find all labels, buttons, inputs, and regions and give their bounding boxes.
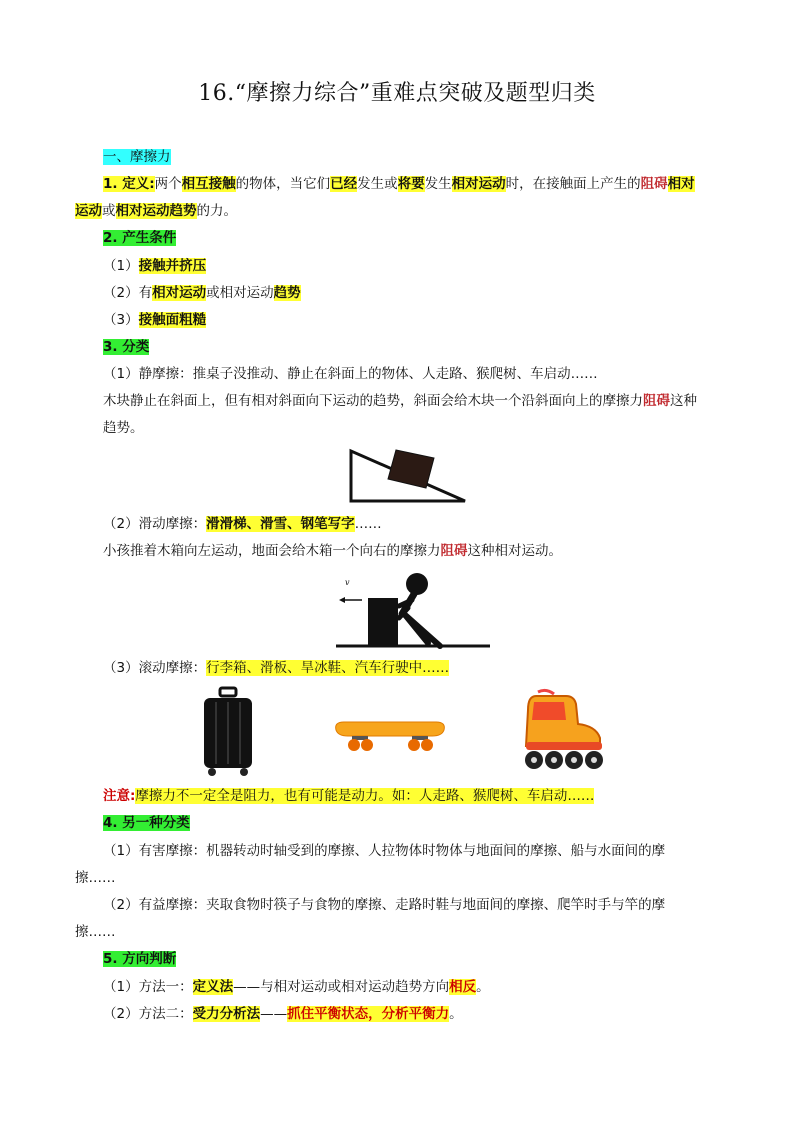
harmful-friction-line-1: （1）有害摩擦：机器转动时轴受到的摩擦、人拉物体时物体与地面间的摩擦、船与水面间的摩 — [103, 843, 666, 859]
roller-skate-icon — [516, 690, 608, 774]
skateboard-icon — [332, 718, 448, 754]
static-friction-line: （1）静摩擦：推桌子没推动、静止在斜面上的物体、人走路、猴爬树、车启动…… — [103, 366, 598, 382]
suitcase-icon — [200, 686, 256, 778]
velocity-label: v — [345, 578, 350, 587]
page-title: 16.“摩擦力综合”重难点突破及题型归类 — [198, 81, 596, 106]
static-friction-desc-2: 趋势。 — [103, 420, 144, 436]
note-line: 注意:摩擦力不一定全是阻力，也有可能是动力。如：人走路、猴爬树、车启动…… — [103, 788, 595, 804]
condition-item-2: （2）有相对运动或相对运动趋势 — [103, 285, 301, 301]
conditions-heading: 2. 产生条件 — [103, 230, 177, 246]
direction-method-2: （2）方法二：受力分析法——抓住平衡状态，分析平衡力。 — [103, 1006, 463, 1022]
definition-line-1: 1. 定义:两个相互接触的物体，当它们已经发生或将要发生相对运动时，在接触面上产生的阻碍相对 — [103, 176, 695, 192]
classification-heading: 3. 分类 — [103, 339, 150, 355]
wooden-box — [368, 598, 398, 646]
static-friction-desc-1: 木块静止在斜面上，但有相对斜面向下运动的趋势，斜面会给木块一个沿斜面向上的摩擦力阻碍这种 — [103, 393, 697, 409]
harmful-friction-line-2: 擦…… — [75, 870, 116, 886]
definition-line-2: 运动或相对运动趋势的力。 — [75, 203, 237, 219]
direction-method-1: （1）方法一：定义法——与相对运动或相对运动趋势方向相反。 — [103, 979, 490, 995]
sliding-friction-line: （2）滑动摩擦：滑滑梯、滑雪、钢笔写字…… — [103, 516, 382, 532]
beneficial-friction-line-2: 擦…… — [75, 924, 116, 940]
direction-heading: 5. 方向判断 — [103, 951, 177, 967]
condition-item-3: （3）接触面粗糙 — [103, 312, 207, 328]
push-box-diagram — [336, 570, 496, 650]
stick-figure-head — [406, 573, 428, 595]
section-heading-friction: 一、摩擦力 — [103, 149, 171, 165]
another-classification-heading: 4. 另一种分类 — [103, 815, 190, 831]
rolling-friction-line: （3）滚动摩擦：行李箱、滑板、旱冰鞋、汽车行驶中…… — [103, 660, 450, 676]
beneficial-friction-line-1: （2）有益摩擦：夹取食物时筷子与食物的摩擦、走路时鞋与地面间的摩擦、爬竿时手与竿的摩 — [103, 897, 666, 913]
incline-block-diagram — [348, 448, 468, 504]
sliding-friction-desc: 小孩推着木箱向左运动，地面会给木箱一个向右的摩擦力阻碍这种相对运动。 — [103, 543, 562, 559]
condition-item-1: （1）接触并挤压 — [103, 258, 207, 274]
